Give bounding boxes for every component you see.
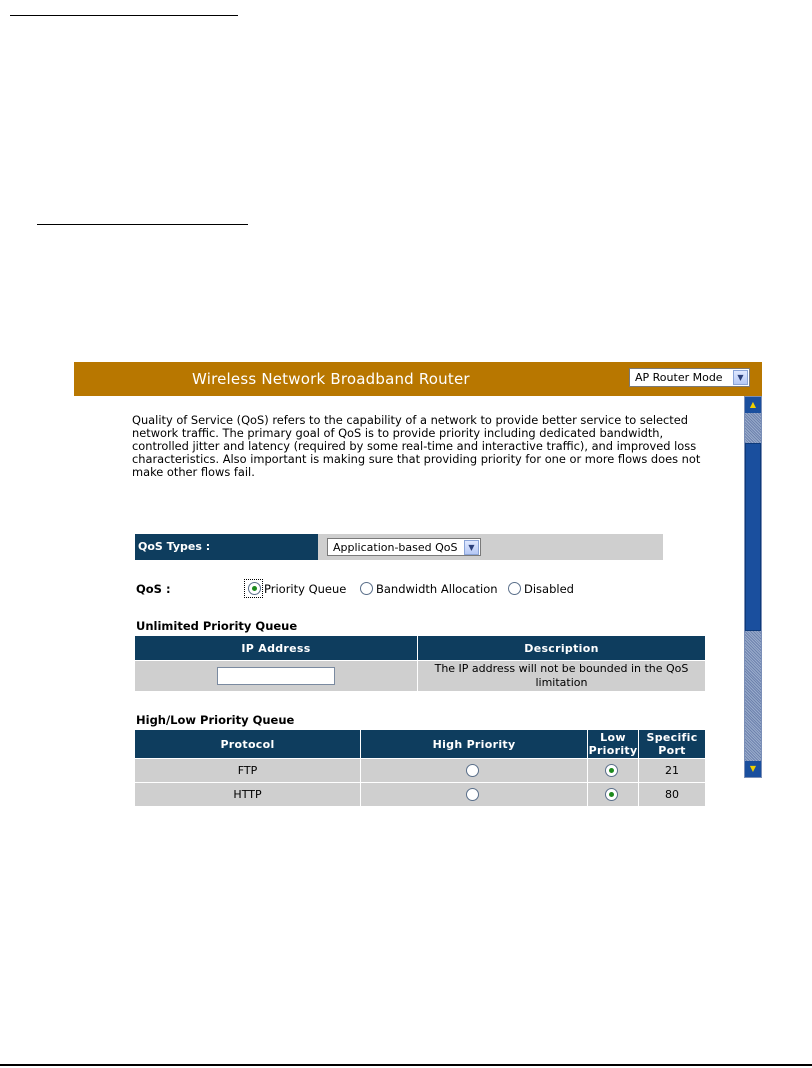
header-low-priority-line1: Low [600, 731, 626, 744]
vertical-scrollbar[interactable] [744, 396, 762, 778]
protocol-cell: HTTP [135, 783, 360, 806]
low-priority-cell [588, 759, 638, 782]
chevron-down-icon[interactable]: ▼ [464, 540, 479, 555]
radio-high-priority-ftp[interactable] [466, 764, 479, 777]
ip-description-cell: The IP address will not be bounded in the QoS limitation [418, 661, 705, 691]
radio-high-priority-http[interactable] [466, 788, 479, 801]
window-title: Wireless Network Broadband Router [192, 370, 470, 388]
content-area [74, 396, 744, 801]
radio-unchecked-icon[interactable] [360, 582, 373, 595]
mode-select[interactable] [629, 368, 750, 387]
protocol-cell: FTP [135, 759, 360, 782]
table-row [135, 759, 705, 782]
header-specific-port-line1: Specific [646, 731, 698, 744]
ip-address-cell [135, 661, 417, 691]
router-window [74, 362, 762, 801]
qos-types-row [135, 534, 663, 560]
underline-middle [37, 224, 248, 225]
header-high-priority: High Priority [361, 730, 587, 758]
scroll-thumb[interactable] [745, 443, 761, 631]
qos-types-select-value: Application-based QoS [333, 541, 458, 554]
port-cell: 21 [639, 759, 705, 782]
radio-disabled-label: Disabled [524, 582, 574, 596]
radio-low-priority-ftp[interactable] [605, 764, 618, 777]
qos-types-label: QoS Types : [135, 534, 318, 560]
bottom-rule [0, 1064, 812, 1066]
low-priority-cell [588, 783, 638, 806]
unlimited-queue-table [134, 635, 706, 692]
radio-priority-queue[interactable] [248, 582, 346, 596]
chevron-down-icon[interactable]: ▼ [733, 370, 748, 385]
header-protocol: Protocol [135, 730, 360, 758]
header-specific-port-line2: Port [658, 744, 686, 757]
highlow-queue-table [134, 729, 706, 807]
highlow-queue-title: High/Low Priority Queue [136, 713, 295, 727]
qos-types-select[interactable] [327, 538, 481, 556]
qos-label: QoS : [136, 582, 171, 596]
port-cell: 80 [639, 783, 705, 806]
radio-bandwidth-allocation-label: Bandwidth Allocation [376, 582, 498, 596]
radio-disabled[interactable] [508, 582, 574, 596]
header-low-priority [588, 730, 638, 758]
radio-priority-queue-label: Priority Queue [264, 582, 347, 596]
scroll-down-arrow-icon[interactable]: ▼ [745, 761, 761, 777]
high-priority-cell [361, 783, 587, 806]
radio-bandwidth-allocation[interactable] [360, 582, 498, 596]
ip-address-input[interactable] [217, 667, 335, 685]
header-ip-address: IP Address [135, 636, 417, 660]
qos-description: Quality of Service (QoS) refers to the capability of a network to provide better service to selected network traffic. The primary goal of QoS is to provide priority including dedicated bandwidth, controlled jitter and latency (required by some real-time and interactive traffic), and improved loss characteristics. Also important is making sure that providing priority for one or more flows does not make other flows fail. [132, 413, 701, 479]
title-bar [74, 362, 762, 396]
high-priority-cell [361, 759, 587, 782]
scroll-up-arrow-icon[interactable]: ▲ [745, 397, 761, 413]
table-row [135, 783, 705, 806]
underline-top [10, 15, 238, 16]
header-description: Description [418, 636, 705, 660]
header-specific-port [639, 730, 705, 758]
radio-checked-icon[interactable] [248, 582, 261, 595]
radio-low-priority-http[interactable] [605, 788, 618, 801]
header-low-priority-line2: Priority [588, 744, 638, 757]
radio-unchecked-icon[interactable] [508, 582, 521, 595]
mode-select-value: AP Router Mode [635, 371, 723, 384]
unlimited-queue-title: Unlimited Priority Queue [136, 619, 298, 633]
